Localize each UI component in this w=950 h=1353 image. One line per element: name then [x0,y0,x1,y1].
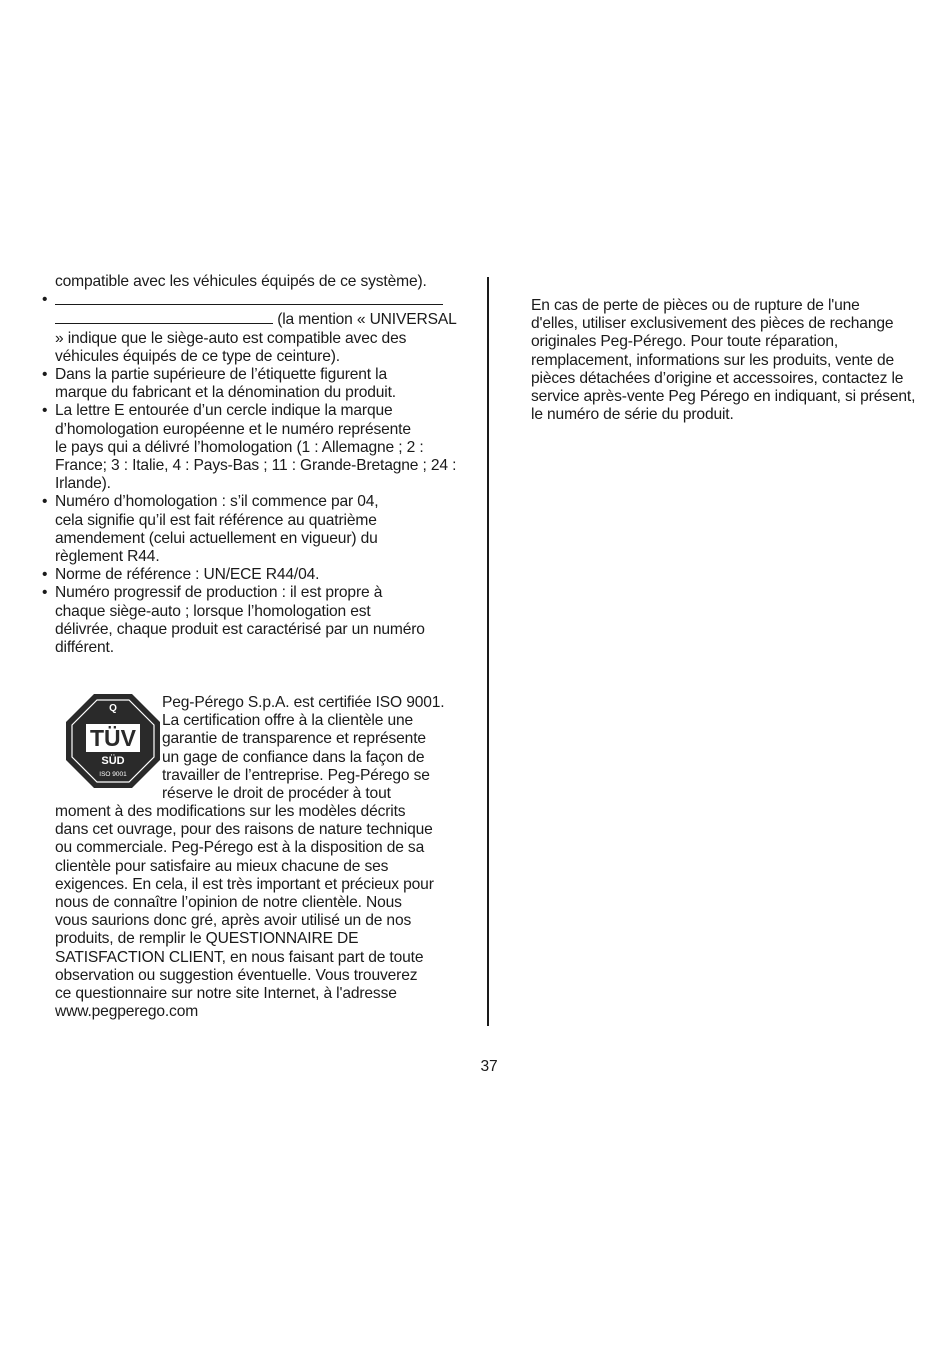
blank-line [55,310,273,324]
list-item-line: cela signifie qu’il est fait référence au quatrième [55,511,377,529]
paragraph-line: service après-vente Peg Pérego en indiquant, si présent, [531,388,916,406]
universal-line: » indique que le siège-auto est compatible avec des [55,329,407,347]
list-item-line: marque du fabricant et la dénomination du produit. [55,384,396,402]
certification-line: réserve le droit de procéder à tout [162,785,391,803]
bullet-icon: • [42,291,48,309]
paragraph-line: pièces détachées d’origine et accessoires, contactez le [531,369,904,387]
certification-line: un gage de confiance dans la façon de [162,748,425,766]
page-number: 37 [480,1058,498,1075]
certification-line: travailler de l’entreprise. Peg-Pérego se [162,766,430,784]
list-item-line: règlement R44. [55,548,160,566]
bullet-icon: • [42,493,48,511]
list-item-line: Irlande). [55,475,111,493]
bullet-icon: • [42,366,48,384]
certification-line: vous saurions donc gré, après avoir utilisé un de nos [55,912,412,930]
seal-standard: ISO 9001 [99,771,127,778]
certification-line: moment à des modifications sur les modèles décrits [55,803,406,820]
paragraph-line: En cas de perte de pièces ou de rupture de l'une [531,297,860,314]
list-item [42,566,478,584]
left-column [42,273,478,657]
universal-mention-text: (la mention « UNIVERSAL [277,311,457,329]
certification-line: garantie de transparence et représente [162,730,426,748]
certification-line: La certification offre à la clientèle une [162,712,414,730]
seal-sub: SÜD [101,755,125,767]
blank-line [55,291,443,305]
certification-line: observation ou suggestion éventuelle. Vous trouverez [55,966,418,984]
list-item-line: différent. [55,639,114,657]
list-item-line: La lettre E entourée d’un cercle indique la marque [55,402,393,420]
bullet-icon: • [42,566,48,584]
certification-text-side [162,694,482,803]
certification-line: exigences. En cela, il est très important et précieux pour [55,875,434,893]
list-item [42,366,478,402]
bullet-icon: • [42,584,48,602]
seal-brand: TÜV [90,725,136,751]
list-item-line: Numéro progressif de production : il est propre à [55,584,383,602]
paragraph-line: d'elles, utiliser exclusivement des pièces de rechange [531,315,894,333]
paragraph-line: originales Peg-Pérego. Pour toute réparation, [531,333,839,351]
tuv-sud-certification-seal-icon [66,694,160,788]
certification-line: nous de connaître l’opinion de notre clientèle. Nous [55,894,402,912]
right-column [531,297,950,424]
list-item-line: d’homologation européenne et le numéro représente [55,420,411,438]
column-divider [487,277,489,1026]
list-item-line: France; 3 : Italie, 4 : Pays-Bas ; 11 : Grande-Bretagne ; 24 : [55,457,457,475]
certification-line: dans cet ouvrage, pour des raisons de nature technique [55,821,433,839]
list-item-line: chaque siège-auto ; lorsque l’homologation est [55,602,371,620]
intro-line: compatible avec les véhicules équipés de ce système). [55,273,427,290]
bullet-icon: • [42,402,48,420]
list-item [42,402,478,493]
universal-item [42,291,478,366]
seal-top-mark: Q [109,703,117,714]
certification-line: ou commerciale. Peg-Pérego est à la disposition de sa [55,839,425,857]
list-item-line: Norme de référence : UN/ECE R44/04. [55,566,320,584]
list-item [42,584,478,657]
universal-line: véhicules équipés de ce type de ceinture). [55,347,340,365]
website-url: www.pegperego.com [55,1003,199,1021]
certification-line: SATISFACTION CLIENT, en nous faisant part de toute [55,948,424,966]
list-item-line: délivrée, chaque produit est caractérisé par un numéro [55,620,425,638]
list-item-line: Dans la partie supérieure de l’étiquette figurent la [55,366,388,384]
certification-line: produits, de remplir le QUESTIONNAIRE DE [55,930,359,948]
paragraph-line: remplacement, informations sur les produits, vente de [531,351,895,369]
certification-line: Peg-Pérego S.p.A. est certifiée ISO 9001. [162,694,445,711]
certification-line: clientèle pour satisfaire au mieux chacune de ses [55,857,389,875]
list-item-line: amendement (celui actuellement en vigueur) du [55,529,378,547]
paragraph-line: le numéro de série du produit. [531,406,734,424]
list-item-line: Numéro d’homologation : s’il commence par 04, [55,493,379,511]
certification-line: ce questionnaire sur notre site Internet, à l'adresse [55,985,397,1003]
certification-text-full [55,803,483,1021]
list-item-line: le pays qui a délivré l’homologation (1 : Allemagne ; 2 : [55,438,424,456]
list-item [42,493,478,566]
